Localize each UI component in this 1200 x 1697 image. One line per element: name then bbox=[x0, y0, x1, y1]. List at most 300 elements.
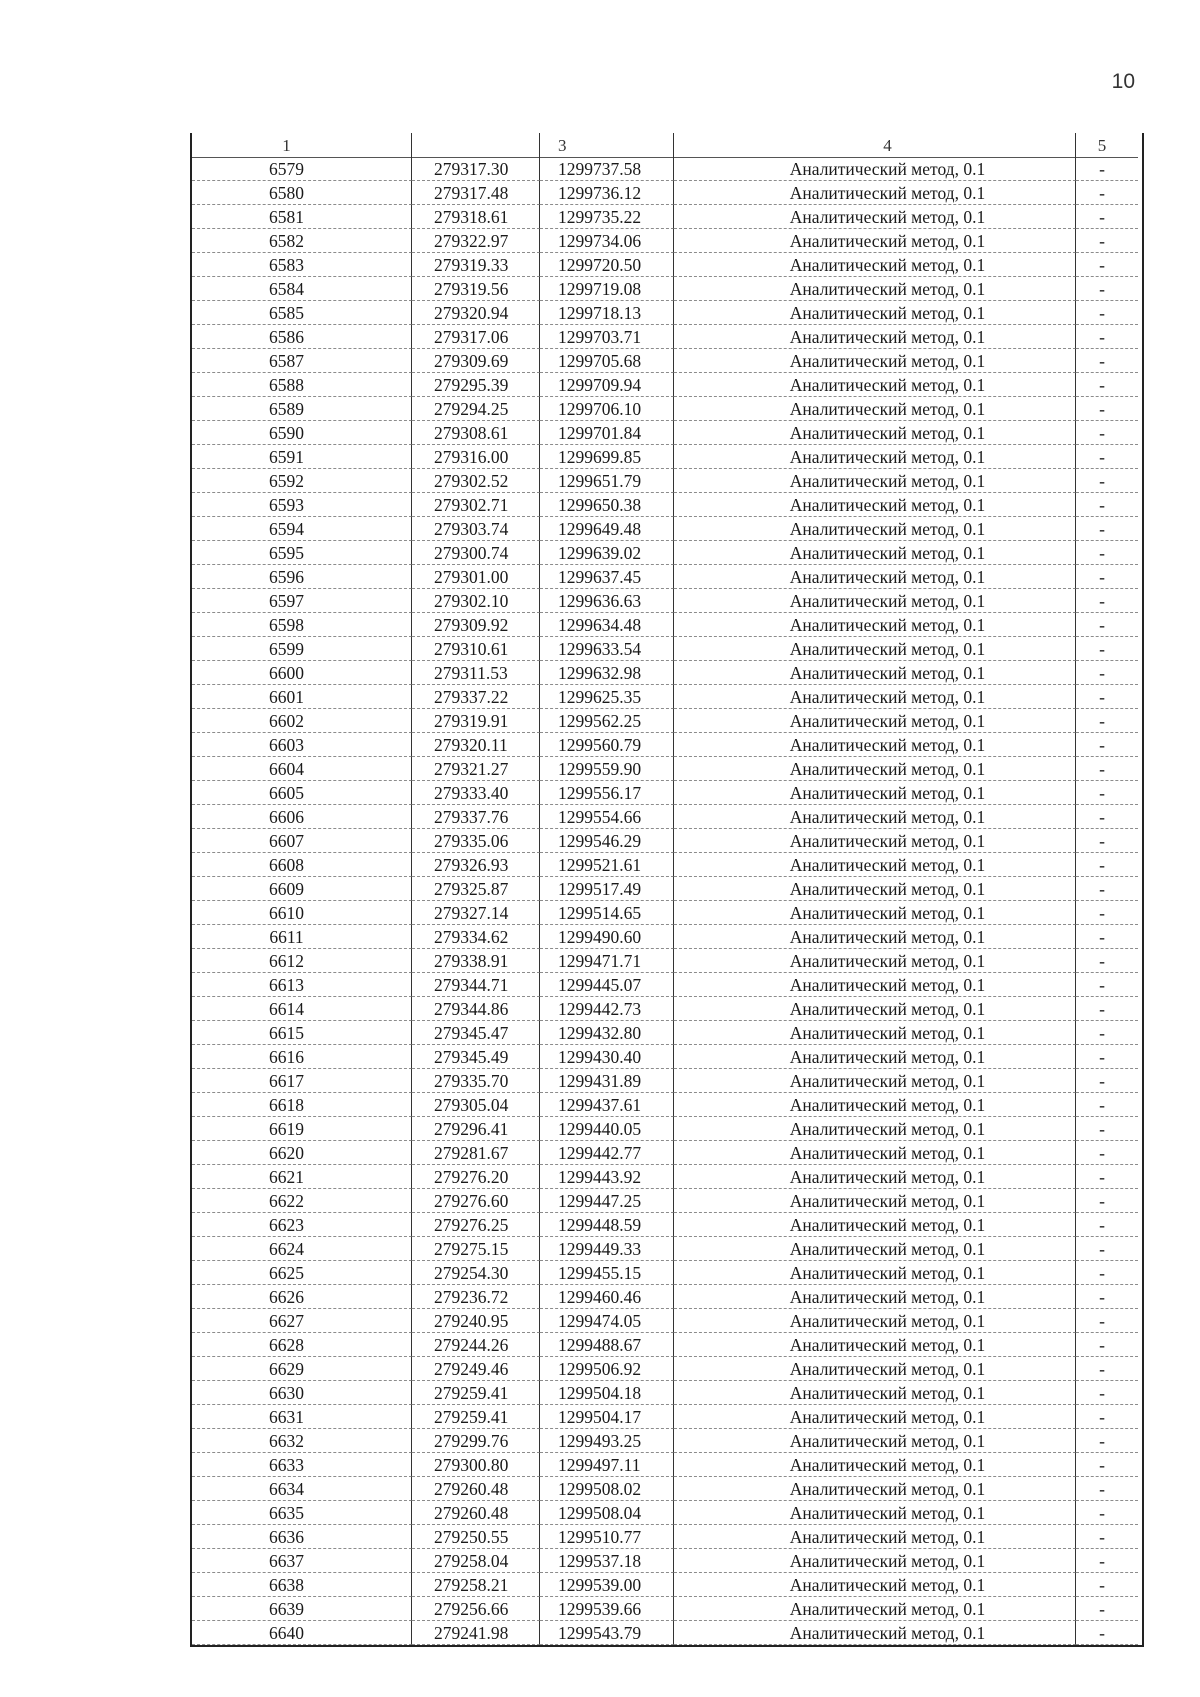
point-number-cell: 6613 bbox=[192, 973, 412, 997]
header-col-2 bbox=[412, 133, 540, 158]
point-number-cell: 6623 bbox=[192, 1213, 412, 1237]
header-col-1: 1 bbox=[192, 133, 412, 158]
x-coordinate-cell: 279281.67 bbox=[412, 1141, 540, 1165]
note-cell: - bbox=[1076, 229, 1138, 253]
point-number-cell: 6633 bbox=[192, 1453, 412, 1477]
point-number-cell: 6597 bbox=[192, 589, 412, 613]
table-row bbox=[192, 517, 1142, 541]
x-coordinate-cell: 279240.95 bbox=[412, 1309, 540, 1333]
y-coordinate-cell: 1299560.79 bbox=[540, 733, 674, 757]
method-cell: Аналитический метод, 0.1 bbox=[674, 1405, 1076, 1429]
method-cell: Аналитический метод, 0.1 bbox=[674, 1213, 1076, 1237]
y-coordinate-cell: 1299556.17 bbox=[540, 781, 674, 805]
note-cell: - bbox=[1076, 1357, 1138, 1381]
method-cell: Аналитический метод, 0.1 bbox=[674, 613, 1076, 637]
y-coordinate-cell: 1299650.38 bbox=[540, 493, 674, 517]
point-number-cell: 6589 bbox=[192, 397, 412, 421]
y-coordinate-cell: 1299559.90 bbox=[540, 757, 674, 781]
page-number: 10 bbox=[1111, 70, 1135, 93]
method-cell: Аналитический метод, 0.1 bbox=[674, 517, 1076, 541]
x-coordinate-cell: 279244.26 bbox=[412, 1333, 540, 1357]
note-cell: - bbox=[1076, 205, 1138, 229]
table-body bbox=[192, 157, 1142, 1645]
x-coordinate-cell: 279275.15 bbox=[412, 1237, 540, 1261]
note-cell: - bbox=[1076, 421, 1138, 445]
y-coordinate-cell: 1299720.50 bbox=[540, 253, 674, 277]
x-coordinate-cell: 279321.27 bbox=[412, 757, 540, 781]
table-row bbox=[192, 1189, 1142, 1213]
note-cell: - bbox=[1076, 253, 1138, 277]
y-coordinate-cell: 1299493.25 bbox=[540, 1429, 674, 1453]
table-row bbox=[192, 949, 1142, 973]
table-header-row bbox=[192, 133, 1142, 157]
x-coordinate-cell: 279337.76 bbox=[412, 805, 540, 829]
note-cell: - bbox=[1076, 733, 1138, 757]
method-cell: Аналитический метод, 0.1 bbox=[674, 1621, 1076, 1645]
point-number-cell: 6625 bbox=[192, 1261, 412, 1285]
method-cell: Аналитический метод, 0.1 bbox=[674, 205, 1076, 229]
table-row bbox=[192, 1285, 1142, 1309]
x-coordinate-cell: 279308.61 bbox=[412, 421, 540, 445]
method-cell: Аналитический метод, 0.1 bbox=[674, 1333, 1076, 1357]
point-number-cell: 6601 bbox=[192, 685, 412, 709]
y-coordinate-cell: 1299521.61 bbox=[540, 853, 674, 877]
point-number-cell: 6608 bbox=[192, 853, 412, 877]
note-cell: - bbox=[1076, 1117, 1138, 1141]
method-cell: Аналитический метод, 0.1 bbox=[674, 877, 1076, 901]
table-row bbox=[192, 1261, 1142, 1285]
y-coordinate-cell: 1299504.17 bbox=[540, 1405, 674, 1429]
method-cell: Аналитический метод, 0.1 bbox=[674, 1477, 1076, 1501]
x-coordinate-cell: 279250.55 bbox=[412, 1525, 540, 1549]
point-number-cell: 6632 bbox=[192, 1429, 412, 1453]
table-row bbox=[192, 253, 1142, 277]
x-coordinate-cell: 279260.48 bbox=[412, 1477, 540, 1501]
y-coordinate-cell: 1299460.46 bbox=[540, 1285, 674, 1309]
note-cell: - bbox=[1076, 1141, 1138, 1165]
point-number-cell: 6627 bbox=[192, 1309, 412, 1333]
table-row bbox=[192, 637, 1142, 661]
note-cell: - bbox=[1076, 157, 1138, 181]
note-cell: - bbox=[1076, 469, 1138, 493]
method-cell: Аналитический метод, 0.1 bbox=[674, 1261, 1076, 1285]
x-coordinate-cell: 279310.61 bbox=[412, 637, 540, 661]
table-row bbox=[192, 493, 1142, 517]
note-cell: - bbox=[1076, 1621, 1138, 1645]
y-coordinate-cell: 1299546.29 bbox=[540, 829, 674, 853]
point-number-cell: 6628 bbox=[192, 1333, 412, 1357]
note-cell: - bbox=[1076, 997, 1138, 1021]
table-row bbox=[192, 1453, 1142, 1477]
method-cell: Аналитический метод, 0.1 bbox=[674, 757, 1076, 781]
y-coordinate-cell: 1299736.12 bbox=[540, 181, 674, 205]
y-coordinate-cell: 1299633.54 bbox=[540, 637, 674, 661]
table-row bbox=[192, 973, 1142, 997]
table-row bbox=[192, 1213, 1142, 1237]
y-coordinate-cell: 1299734.06 bbox=[540, 229, 674, 253]
point-number-cell: 6605 bbox=[192, 781, 412, 805]
x-coordinate-cell: 279309.92 bbox=[412, 613, 540, 637]
header-col-3: 3 bbox=[540, 133, 674, 158]
point-number-cell: 6591 bbox=[192, 445, 412, 469]
method-cell: Аналитический метод, 0.1 bbox=[674, 1597, 1076, 1621]
note-cell: - bbox=[1076, 1045, 1138, 1069]
table-row bbox=[192, 277, 1142, 301]
y-coordinate-cell: 1299508.04 bbox=[540, 1501, 674, 1525]
table-row bbox=[192, 1165, 1142, 1189]
point-number-cell: 6602 bbox=[192, 709, 412, 733]
table-row bbox=[192, 349, 1142, 373]
y-coordinate-cell: 1299735.22 bbox=[540, 205, 674, 229]
method-cell: Аналитический метод, 0.1 bbox=[674, 1141, 1076, 1165]
y-coordinate-cell: 1299718.13 bbox=[540, 301, 674, 325]
y-coordinate-cell: 1299430.40 bbox=[540, 1045, 674, 1069]
table-row bbox=[192, 157, 1142, 181]
point-number-cell: 6593 bbox=[192, 493, 412, 517]
x-coordinate-cell: 279305.04 bbox=[412, 1093, 540, 1117]
note-cell: - bbox=[1076, 1525, 1138, 1549]
method-cell: Аналитический метод, 0.1 bbox=[674, 325, 1076, 349]
x-coordinate-cell: 279276.60 bbox=[412, 1189, 540, 1213]
table-row bbox=[192, 1405, 1142, 1429]
x-coordinate-cell: 279296.41 bbox=[412, 1117, 540, 1141]
x-coordinate-cell: 279322.97 bbox=[412, 229, 540, 253]
point-number-cell: 6590 bbox=[192, 421, 412, 445]
y-coordinate-cell: 1299432.80 bbox=[540, 1021, 674, 1045]
method-cell: Аналитический метод, 0.1 bbox=[674, 301, 1076, 325]
method-cell: Аналитический метод, 0.1 bbox=[674, 1525, 1076, 1549]
table-row bbox=[192, 733, 1142, 757]
y-coordinate-cell: 1299448.59 bbox=[540, 1213, 674, 1237]
note-cell: - bbox=[1076, 637, 1138, 661]
table-row bbox=[192, 1573, 1142, 1597]
y-coordinate-cell: 1299625.35 bbox=[540, 685, 674, 709]
y-coordinate-cell: 1299706.10 bbox=[540, 397, 674, 421]
method-cell: Аналитический метод, 0.1 bbox=[674, 565, 1076, 589]
y-coordinate-cell: 1299649.48 bbox=[540, 517, 674, 541]
method-cell: Аналитический метод, 0.1 bbox=[674, 157, 1076, 181]
table-row bbox=[192, 661, 1142, 685]
y-coordinate-cell: 1299442.77 bbox=[540, 1141, 674, 1165]
table-row bbox=[192, 877, 1142, 901]
table-row bbox=[192, 757, 1142, 781]
table-row bbox=[192, 925, 1142, 949]
method-cell: Аналитический метод, 0.1 bbox=[674, 781, 1076, 805]
x-coordinate-cell: 279300.74 bbox=[412, 541, 540, 565]
note-cell: - bbox=[1076, 877, 1138, 901]
note-cell: - bbox=[1076, 1069, 1138, 1093]
x-coordinate-cell: 279302.10 bbox=[412, 589, 540, 613]
y-coordinate-cell: 1299703.71 bbox=[540, 325, 674, 349]
y-coordinate-cell: 1299437.61 bbox=[540, 1093, 674, 1117]
point-number-cell: 6609 bbox=[192, 877, 412, 901]
method-cell: Аналитический метод, 0.1 bbox=[674, 1189, 1076, 1213]
point-number-cell: 6634 bbox=[192, 1477, 412, 1501]
note-cell: - bbox=[1076, 925, 1138, 949]
table-row bbox=[192, 997, 1142, 1021]
y-coordinate-cell: 1299637.45 bbox=[540, 565, 674, 589]
table-row bbox=[192, 445, 1142, 469]
note-cell: - bbox=[1076, 325, 1138, 349]
point-number-cell: 6584 bbox=[192, 277, 412, 301]
y-coordinate-cell: 1299445.07 bbox=[540, 973, 674, 997]
y-coordinate-cell: 1299543.79 bbox=[540, 1621, 674, 1645]
note-cell: - bbox=[1076, 493, 1138, 517]
x-coordinate-cell: 279299.76 bbox=[412, 1429, 540, 1453]
table-row bbox=[192, 781, 1142, 805]
table-row bbox=[192, 181, 1142, 205]
note-cell: - bbox=[1076, 1309, 1138, 1333]
note-cell: - bbox=[1076, 613, 1138, 637]
point-number-cell: 6631 bbox=[192, 1405, 412, 1429]
point-number-cell: 6606 bbox=[192, 805, 412, 829]
x-coordinate-cell: 279260.48 bbox=[412, 1501, 540, 1525]
y-coordinate-cell: 1299554.66 bbox=[540, 805, 674, 829]
table-row bbox=[192, 1381, 1142, 1405]
point-number-cell: 6620 bbox=[192, 1141, 412, 1165]
method-cell: Аналитический метод, 0.1 bbox=[674, 493, 1076, 517]
point-number-cell: 6635 bbox=[192, 1501, 412, 1525]
note-cell: - bbox=[1076, 565, 1138, 589]
y-coordinate-cell: 1299443.92 bbox=[540, 1165, 674, 1189]
x-coordinate-cell: 279302.71 bbox=[412, 493, 540, 517]
x-coordinate-cell: 279241.98 bbox=[412, 1621, 540, 1645]
note-cell: - bbox=[1076, 1213, 1138, 1237]
note-cell: - bbox=[1076, 1429, 1138, 1453]
point-number-cell: 6583 bbox=[192, 253, 412, 277]
note-cell: - bbox=[1076, 397, 1138, 421]
method-cell: Аналитический метод, 0.1 bbox=[674, 1381, 1076, 1405]
note-cell: - bbox=[1076, 1573, 1138, 1597]
point-number-cell: 6615 bbox=[192, 1021, 412, 1045]
coordinates-table bbox=[190, 133, 1144, 1647]
note-cell: - bbox=[1076, 277, 1138, 301]
x-coordinate-cell: 279254.30 bbox=[412, 1261, 540, 1285]
method-cell: Аналитический метод, 0.1 bbox=[674, 277, 1076, 301]
method-cell: Аналитический метод, 0.1 bbox=[674, 1309, 1076, 1333]
method-cell: Аналитический метод, 0.1 bbox=[674, 661, 1076, 685]
table-row bbox=[192, 1501, 1142, 1525]
y-coordinate-cell: 1299701.84 bbox=[540, 421, 674, 445]
y-coordinate-cell: 1299488.67 bbox=[540, 1333, 674, 1357]
method-cell: Аналитический метод, 0.1 bbox=[674, 421, 1076, 445]
point-number-cell: 6603 bbox=[192, 733, 412, 757]
table-row bbox=[192, 1093, 1142, 1117]
method-cell: Аналитический метод, 0.1 bbox=[674, 997, 1076, 1021]
method-cell: Аналитический метод, 0.1 bbox=[674, 1165, 1076, 1189]
y-coordinate-cell: 1299506.92 bbox=[540, 1357, 674, 1381]
method-cell: Аналитический метод, 0.1 bbox=[674, 1285, 1076, 1309]
point-number-cell: 6579 bbox=[192, 157, 412, 181]
note-cell: - bbox=[1076, 349, 1138, 373]
x-coordinate-cell: 279344.71 bbox=[412, 973, 540, 997]
x-coordinate-cell: 279317.06 bbox=[412, 325, 540, 349]
table-row bbox=[192, 421, 1142, 445]
y-coordinate-cell: 1299639.02 bbox=[540, 541, 674, 565]
x-coordinate-cell: 279326.93 bbox=[412, 853, 540, 877]
note-cell: - bbox=[1076, 1093, 1138, 1117]
point-number-cell: 6621 bbox=[192, 1165, 412, 1189]
x-coordinate-cell: 279303.74 bbox=[412, 517, 540, 541]
point-number-cell: 6585 bbox=[192, 301, 412, 325]
x-coordinate-cell: 279236.72 bbox=[412, 1285, 540, 1309]
point-number-cell: 6612 bbox=[192, 949, 412, 973]
method-cell: Аналитический метод, 0.1 bbox=[674, 181, 1076, 205]
table-row bbox=[192, 1309, 1142, 1333]
y-coordinate-cell: 1299705.68 bbox=[540, 349, 674, 373]
note-cell: - bbox=[1076, 1165, 1138, 1189]
point-number-cell: 6629 bbox=[192, 1357, 412, 1381]
method-cell: Аналитический метод, 0.1 bbox=[674, 853, 1076, 877]
x-coordinate-cell: 279335.70 bbox=[412, 1069, 540, 1093]
method-cell: Аналитический метод, 0.1 bbox=[674, 1573, 1076, 1597]
x-coordinate-cell: 279276.25 bbox=[412, 1213, 540, 1237]
x-coordinate-cell: 279344.86 bbox=[412, 997, 540, 1021]
note-cell: - bbox=[1076, 373, 1138, 397]
table-row bbox=[192, 229, 1142, 253]
method-cell: Аналитический метод, 0.1 bbox=[674, 637, 1076, 661]
table-row bbox=[192, 301, 1142, 325]
table-row bbox=[192, 805, 1142, 829]
point-number-cell: 6598 bbox=[192, 613, 412, 637]
method-cell: Аналитический метод, 0.1 bbox=[674, 1069, 1076, 1093]
table-row bbox=[192, 1525, 1142, 1549]
x-coordinate-cell: 279316.00 bbox=[412, 445, 540, 469]
method-cell: Аналитический метод, 0.1 bbox=[674, 397, 1076, 421]
point-number-cell: 6638 bbox=[192, 1573, 412, 1597]
method-cell: Аналитический метод, 0.1 bbox=[674, 1429, 1076, 1453]
method-cell: Аналитический метод, 0.1 bbox=[674, 1501, 1076, 1525]
point-number-cell: 6580 bbox=[192, 181, 412, 205]
y-coordinate-cell: 1299508.02 bbox=[540, 1477, 674, 1501]
method-cell: Аналитический метод, 0.1 bbox=[674, 1237, 1076, 1261]
method-cell: Аналитический метод, 0.1 bbox=[674, 1453, 1076, 1477]
note-cell: - bbox=[1076, 853, 1138, 877]
y-coordinate-cell: 1299510.77 bbox=[540, 1525, 674, 1549]
method-cell: Аналитический метод, 0.1 bbox=[674, 469, 1076, 493]
y-coordinate-cell: 1299514.65 bbox=[540, 901, 674, 925]
point-number-cell: 6596 bbox=[192, 565, 412, 589]
x-coordinate-cell: 279302.52 bbox=[412, 469, 540, 493]
note-cell: - bbox=[1076, 661, 1138, 685]
point-number-cell: 6639 bbox=[192, 1597, 412, 1621]
note-cell: - bbox=[1076, 709, 1138, 733]
x-coordinate-cell: 279319.56 bbox=[412, 277, 540, 301]
y-coordinate-cell: 1299709.94 bbox=[540, 373, 674, 397]
note-cell: - bbox=[1076, 1237, 1138, 1261]
point-number-cell: 6594 bbox=[192, 517, 412, 541]
table-row bbox=[192, 1021, 1142, 1045]
table-row bbox=[192, 205, 1142, 229]
note-cell: - bbox=[1076, 1597, 1138, 1621]
method-cell: Аналитический метод, 0.1 bbox=[674, 1549, 1076, 1573]
x-coordinate-cell: 279327.14 bbox=[412, 901, 540, 925]
table-row bbox=[192, 397, 1142, 421]
method-cell: Аналитический метод, 0.1 bbox=[674, 445, 1076, 469]
y-coordinate-cell: 1299636.63 bbox=[540, 589, 674, 613]
point-number-cell: 6599 bbox=[192, 637, 412, 661]
note-cell: - bbox=[1076, 541, 1138, 565]
x-coordinate-cell: 279258.21 bbox=[412, 1573, 540, 1597]
note-cell: - bbox=[1076, 517, 1138, 541]
point-number-cell: 6592 bbox=[192, 469, 412, 493]
table-row bbox=[192, 1069, 1142, 1093]
y-coordinate-cell: 1299497.11 bbox=[540, 1453, 674, 1477]
method-cell: Аналитический метод, 0.1 bbox=[674, 925, 1076, 949]
method-cell: Аналитический метод, 0.1 bbox=[674, 1357, 1076, 1381]
table-row bbox=[192, 1429, 1142, 1453]
point-number-cell: 6607 bbox=[192, 829, 412, 853]
method-cell: Аналитический метод, 0.1 bbox=[674, 949, 1076, 973]
note-cell: - bbox=[1076, 781, 1138, 805]
y-coordinate-cell: 1299634.48 bbox=[540, 613, 674, 637]
note-cell: - bbox=[1076, 949, 1138, 973]
point-number-cell: 6582 bbox=[192, 229, 412, 253]
note-cell: - bbox=[1076, 1261, 1138, 1285]
note-cell: - bbox=[1076, 757, 1138, 781]
x-coordinate-cell: 279300.80 bbox=[412, 1453, 540, 1477]
point-number-cell: 6614 bbox=[192, 997, 412, 1021]
method-cell: Аналитический метод, 0.1 bbox=[674, 733, 1076, 757]
x-coordinate-cell: 279317.48 bbox=[412, 181, 540, 205]
table-row bbox=[192, 901, 1142, 925]
point-number-cell: 6617 bbox=[192, 1069, 412, 1093]
x-coordinate-cell: 279259.41 bbox=[412, 1381, 540, 1405]
table-row bbox=[192, 1477, 1142, 1501]
note-cell: - bbox=[1076, 1405, 1138, 1429]
method-cell: Аналитический метод, 0.1 bbox=[674, 1021, 1076, 1045]
point-number-cell: 6619 bbox=[192, 1117, 412, 1141]
point-number-cell: 6640 bbox=[192, 1621, 412, 1645]
x-coordinate-cell: 279318.61 bbox=[412, 205, 540, 229]
table-row bbox=[192, 1597, 1142, 1621]
y-coordinate-cell: 1299431.89 bbox=[540, 1069, 674, 1093]
x-coordinate-cell: 279334.62 bbox=[412, 925, 540, 949]
table-row bbox=[192, 565, 1142, 589]
point-number-cell: 6624 bbox=[192, 1237, 412, 1261]
method-cell: Аналитический метод, 0.1 bbox=[674, 709, 1076, 733]
y-coordinate-cell: 1299699.85 bbox=[540, 445, 674, 469]
y-coordinate-cell: 1299447.25 bbox=[540, 1189, 674, 1213]
y-coordinate-cell: 1299537.18 bbox=[540, 1549, 674, 1573]
note-cell: - bbox=[1076, 1453, 1138, 1477]
table-row bbox=[192, 469, 1142, 493]
y-coordinate-cell: 1299455.15 bbox=[540, 1261, 674, 1285]
x-coordinate-cell: 279319.91 bbox=[412, 709, 540, 733]
x-coordinate-cell: 279337.22 bbox=[412, 685, 540, 709]
note-cell: - bbox=[1076, 829, 1138, 853]
note-cell: - bbox=[1076, 1285, 1138, 1309]
method-cell: Аналитический метод, 0.1 bbox=[674, 829, 1076, 853]
table-row bbox=[192, 1045, 1142, 1069]
note-cell: - bbox=[1076, 1549, 1138, 1573]
x-coordinate-cell: 279325.87 bbox=[412, 877, 540, 901]
y-coordinate-cell: 1299562.25 bbox=[540, 709, 674, 733]
y-coordinate-cell: 1299440.05 bbox=[540, 1117, 674, 1141]
note-cell: - bbox=[1076, 445, 1138, 469]
table-row bbox=[192, 1333, 1142, 1357]
note-cell: - bbox=[1076, 1501, 1138, 1525]
table-row bbox=[192, 1621, 1142, 1645]
y-coordinate-cell: 1299539.00 bbox=[540, 1573, 674, 1597]
table-row bbox=[192, 325, 1142, 349]
point-number-cell: 6600 bbox=[192, 661, 412, 685]
table-row bbox=[192, 1141, 1142, 1165]
y-coordinate-cell: 1299737.58 bbox=[540, 157, 674, 181]
x-coordinate-cell: 279319.33 bbox=[412, 253, 540, 277]
y-coordinate-cell: 1299490.60 bbox=[540, 925, 674, 949]
method-cell: Аналитический метод, 0.1 bbox=[674, 589, 1076, 613]
